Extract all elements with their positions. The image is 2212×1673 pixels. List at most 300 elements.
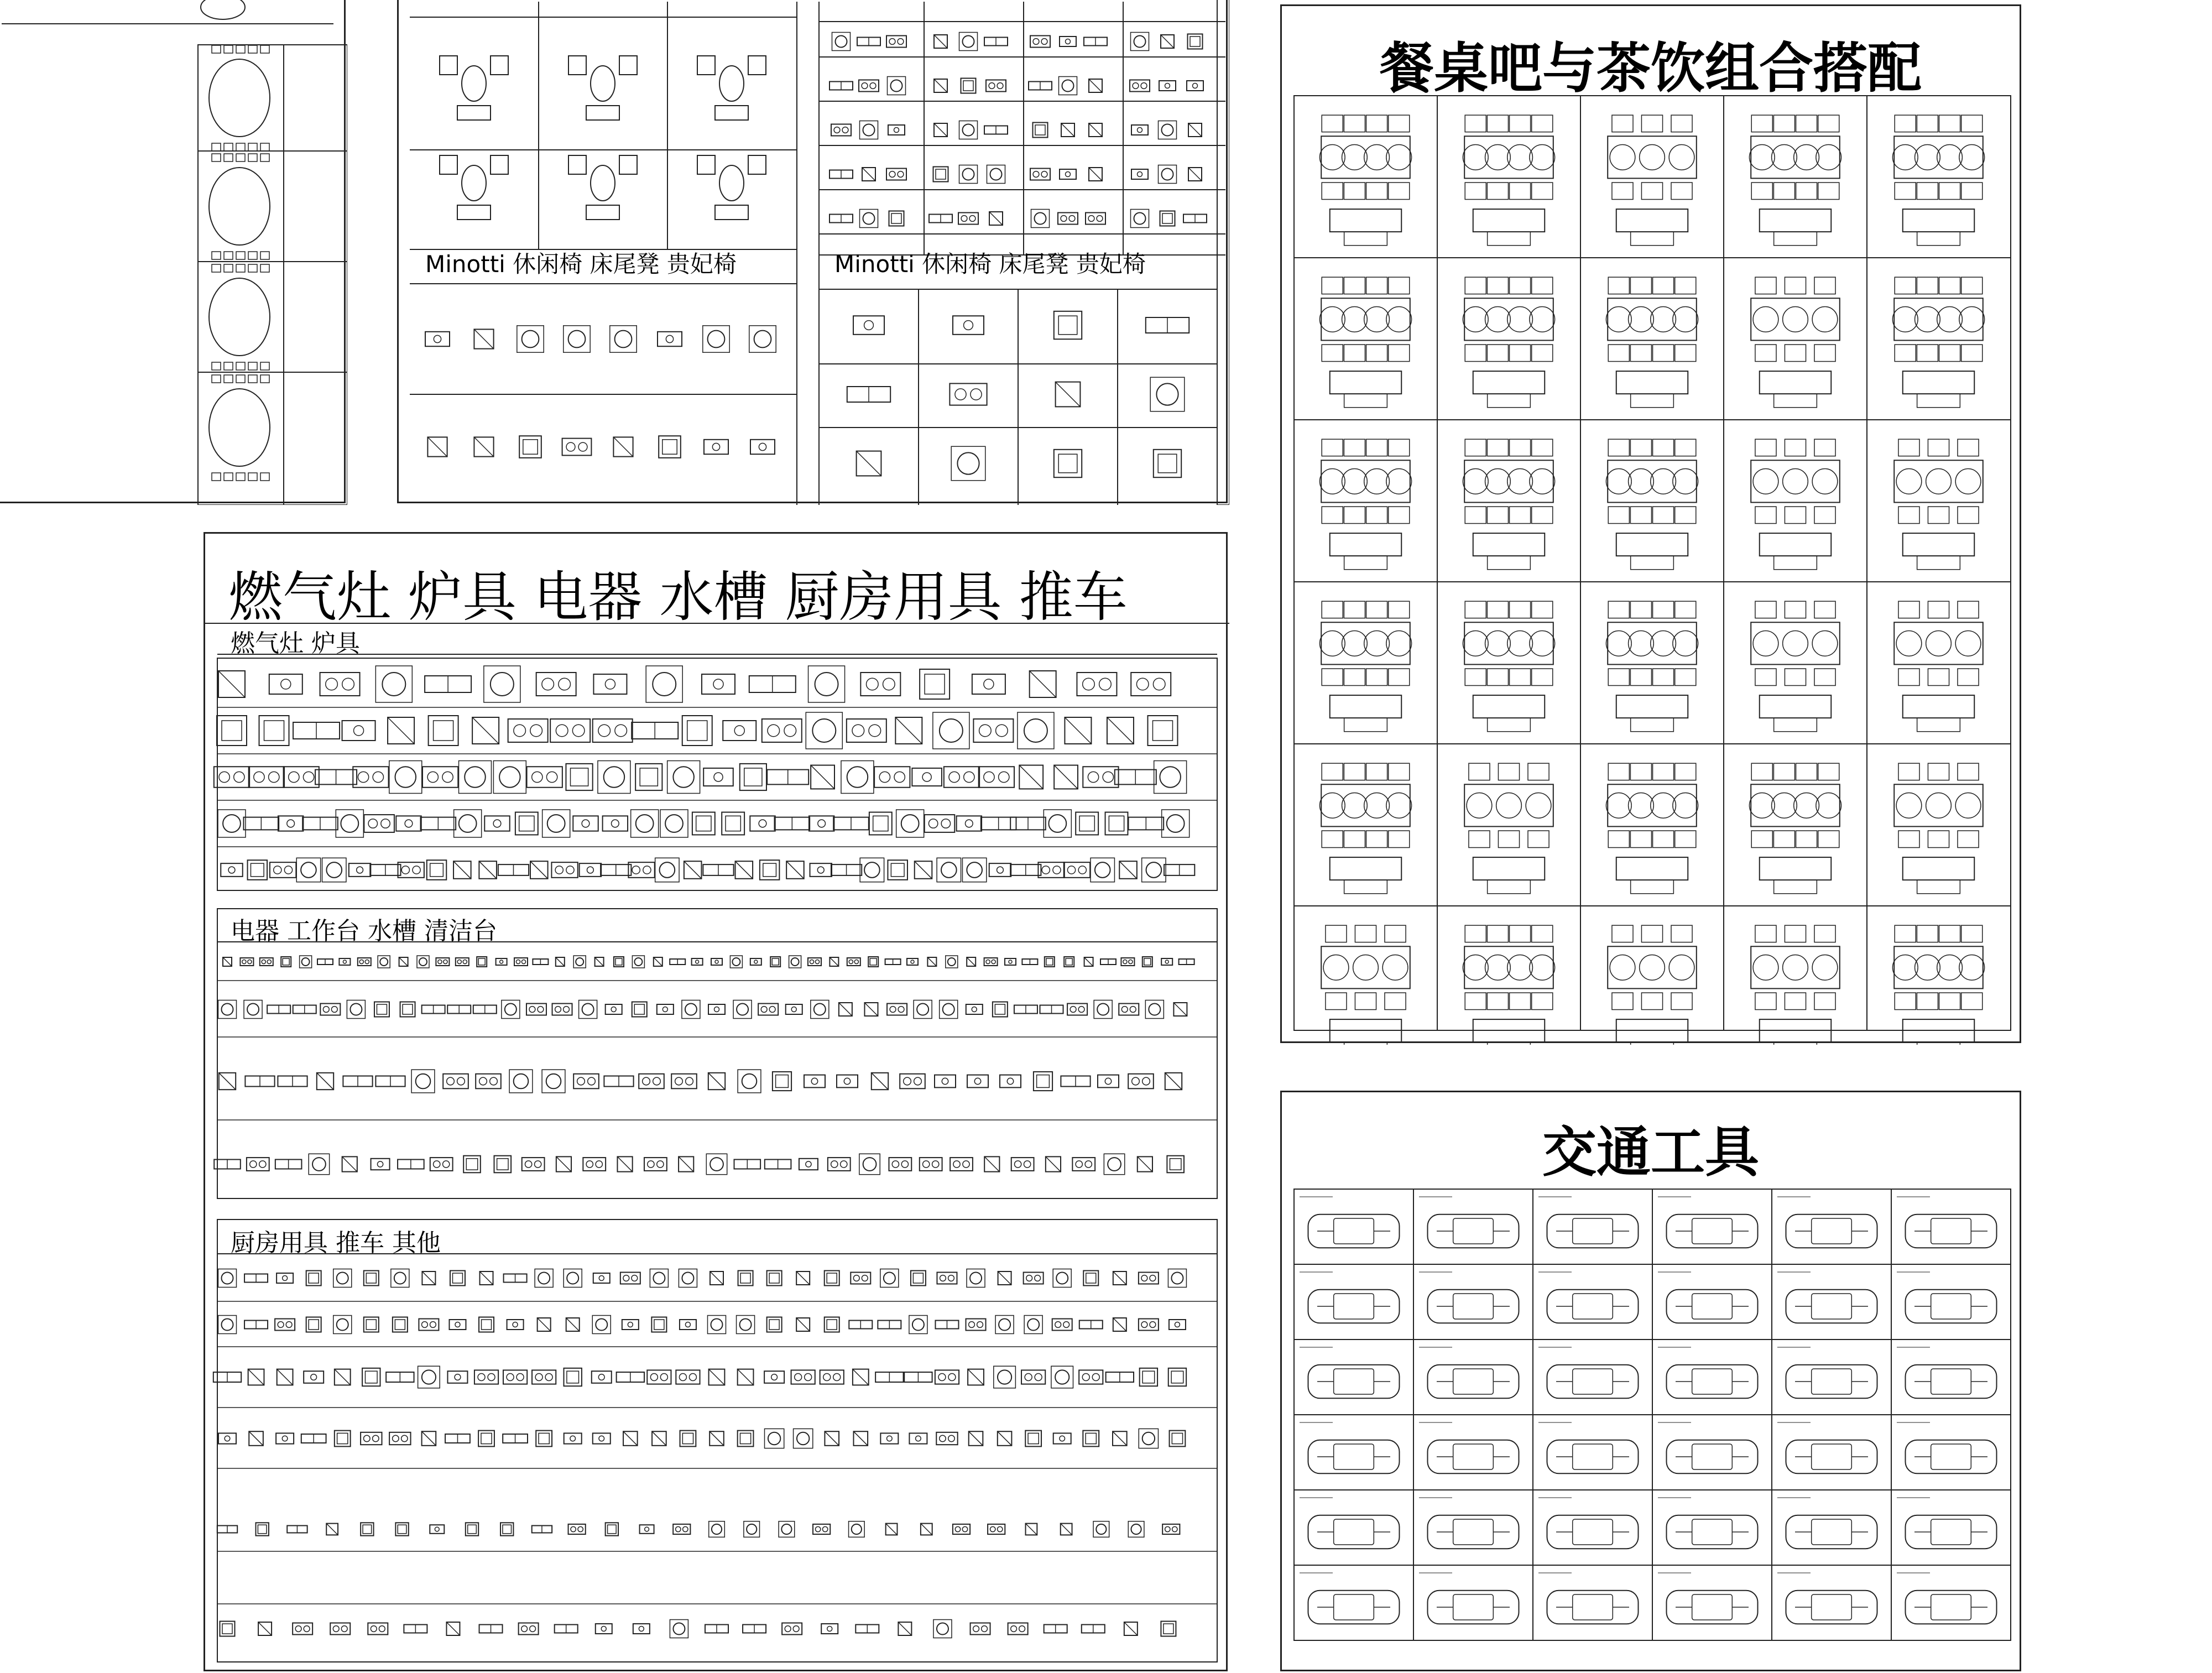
table-setting — [1342, 793, 1368, 818]
table-setting — [1496, 793, 1522, 818]
appliance-block-icon — [579, 1000, 597, 1019]
block-burner — [430, 1322, 436, 1328]
block-inner — [608, 1525, 617, 1534]
appliance-block-icon — [550, 719, 590, 742]
block-knob — [343, 960, 346, 963]
dining-set-icon — [1751, 601, 1840, 732]
chair — [1322, 763, 1343, 780]
block-burner — [928, 819, 937, 828]
block-body — [429, 716, 458, 746]
block-burner — [507, 1374, 514, 1381]
block-body — [1154, 450, 1181, 477]
chair — [1389, 439, 1410, 456]
dining-set-icon — [1751, 277, 1840, 408]
block-knob — [966, 820, 973, 827]
appliance-block-icon — [494, 1156, 512, 1173]
vehicle-block-icon — [1308, 1440, 1400, 1474]
block-burner — [1103, 772, 1113, 782]
block-body — [425, 332, 450, 346]
block-knob — [894, 128, 899, 133]
car-roof — [1453, 1444, 1494, 1469]
appliance-block-icon — [427, 860, 447, 880]
appliance-block-icon — [872, 1073, 888, 1090]
appliance-block-icon — [660, 810, 688, 837]
appliance-block-icon — [500, 1523, 513, 1535]
appliance-block-icon — [708, 1004, 725, 1014]
table-setting — [1959, 306, 1985, 332]
appliance-block-icon — [860, 858, 884, 882]
block-line — [223, 957, 232, 966]
block-burner — [784, 725, 796, 737]
chair — [1389, 277, 1410, 294]
bar-stools — [1631, 880, 1674, 894]
block-body — [682, 1273, 693, 1284]
chair — [1322, 183, 1343, 199]
chair — [1818, 115, 1839, 132]
block-body — [342, 721, 375, 741]
appliance-block-icon — [598, 761, 630, 794]
block-line — [317, 1073, 333, 1090]
block-line — [853, 1431, 868, 1446]
block-body — [1027, 1319, 1039, 1331]
appliance-block-icon — [479, 1625, 503, 1633]
block-burner — [689, 1374, 696, 1381]
appliance-block-icon — [218, 1000, 237, 1019]
block-body — [912, 768, 942, 786]
block-line — [623, 1431, 638, 1446]
chair — [1796, 831, 1817, 847]
chair — [1389, 115, 1410, 132]
furniture-block-icon — [474, 437, 493, 456]
table-setting — [1386, 468, 1412, 494]
chair — [1608, 601, 1629, 618]
block-body — [750, 440, 775, 454]
bar-counter — [1760, 371, 1832, 394]
table-top — [1608, 784, 1697, 826]
block-burner — [1061, 216, 1067, 222]
block-burner — [393, 1435, 399, 1442]
appliance-block-icon — [887, 1004, 907, 1015]
block-burner — [1041, 171, 1047, 178]
block-burner — [379, 1626, 385, 1632]
furniture-block-icon — [934, 79, 947, 92]
appliance-block-icon — [317, 1073, 333, 1090]
block-knob — [712, 443, 719, 450]
table-top — [1464, 622, 1553, 664]
block-inner — [827, 1320, 837, 1330]
appliance-block-icon — [1000, 1075, 1021, 1088]
block-body — [809, 816, 834, 831]
table-setting — [1610, 144, 1635, 170]
chair — [1322, 507, 1343, 523]
block-frame — [411, 1070, 435, 1093]
table-top — [1321, 136, 1410, 178]
appliance-block-icon — [920, 1158, 942, 1171]
appliance-block-icon — [813, 1524, 830, 1534]
block-inner — [963, 81, 973, 91]
block-inner — [377, 1004, 387, 1014]
block-knob — [283, 1276, 288, 1281]
block-burner — [834, 127, 840, 133]
chair — [1675, 345, 1696, 361]
appliance-block-icon — [596, 1624, 612, 1634]
block-line — [530, 861, 548, 879]
appliance-block-icon — [1005, 958, 1016, 965]
table — [201, 0, 245, 19]
chair — [1653, 831, 1674, 847]
block-line — [388, 717, 414, 744]
block-line — [342, 1156, 357, 1171]
chair — [1510, 115, 1531, 132]
block-frame — [1145, 1000, 1164, 1019]
block-knob — [1105, 1078, 1111, 1084]
block-burner — [478, 1374, 485, 1381]
vehicle-block-icon — [1308, 1215, 1400, 1248]
appliance-block-icon — [503, 1434, 528, 1443]
chair — [260, 473, 269, 481]
dining-drawings — [1282, 6, 2023, 1045]
armchair — [748, 155, 766, 174]
block-burner — [892, 1161, 899, 1168]
kitchen-section-utensils: 厨房用具 推车 其他 — [231, 1229, 441, 1257]
table-top — [1894, 784, 1983, 826]
block-burner — [284, 866, 292, 874]
block-body — [1134, 213, 1146, 225]
block-knob — [639, 1627, 644, 1632]
appliance-block-icon — [270, 862, 296, 878]
bar-stools — [1488, 1042, 1531, 1045]
block-body — [737, 1004, 748, 1015]
block-knob — [311, 1374, 317, 1380]
table-setting — [1669, 955, 1694, 980]
block-body — [941, 862, 957, 878]
appliance-block-icon — [1167, 1156, 1184, 1173]
block-frame — [860, 858, 884, 882]
appliance-block-icon — [1022, 959, 1037, 965]
block-burner — [1024, 1161, 1031, 1168]
appliance-block-icon — [680, 1320, 696, 1330]
block-burner — [530, 1626, 536, 1632]
appliance-block-icon — [831, 864, 862, 875]
block-burner — [889, 39, 895, 45]
appliance-block-icon — [583, 1158, 606, 1171]
furniture-block-icon — [1131, 210, 1149, 228]
appliance-block-icon — [984, 958, 998, 966]
block-inner — [913, 1273, 923, 1283]
bar-counter — [1473, 857, 1545, 880]
appliance-block-icon — [786, 1004, 802, 1014]
chair — [1917, 925, 1938, 942]
appliance-block-icon — [267, 1005, 290, 1014]
bar-stools — [1917, 556, 1960, 570]
block-burner — [219, 772, 229, 782]
appliance-block-icon — [702, 674, 735, 694]
block-body — [1096, 1524, 1106, 1534]
vehicle-block-icon — [1547, 1515, 1639, 1549]
table-setting — [1526, 793, 1551, 818]
chair — [1510, 925, 1531, 942]
appliance-block-icon — [1077, 673, 1117, 696]
table-setting — [1507, 144, 1533, 170]
block-frame — [322, 858, 346, 882]
block-body — [821, 1624, 838, 1634]
appliance-block-icon — [631, 810, 659, 837]
appliance-block-icon — [535, 1269, 553, 1288]
appliance-block-icon — [1124, 1622, 1138, 1635]
block-line — [927, 957, 936, 966]
appliance-block-icon — [364, 1317, 379, 1332]
bar-stools — [1344, 556, 1387, 570]
vehicle-block-icon — [1428, 1515, 1519, 1549]
chair — [1898, 439, 1919, 456]
chair — [1928, 763, 1949, 780]
chair — [1755, 925, 1776, 942]
chair — [1928, 831, 1949, 847]
block-burner — [810, 960, 813, 963]
block-body — [505, 1004, 517, 1015]
block-body — [459, 815, 477, 832]
block-body — [732, 958, 740, 966]
furniture-block-icon — [1089, 168, 1102, 181]
appliance-block-icon — [538, 1318, 551, 1331]
chair — [1385, 993, 1406, 1009]
table-setting — [1892, 955, 1918, 980]
block-burner — [953, 1161, 960, 1168]
appliance-block-icon — [651, 1317, 666, 1332]
appliance-block-icon — [1072, 1158, 1095, 1171]
block-burner — [1141, 1322, 1147, 1328]
vehicle-block-icon — [1906, 1215, 1997, 1248]
block-line — [446, 1622, 460, 1635]
appliance-block-icon — [1113, 1431, 1127, 1446]
appliance-block-icon — [853, 1369, 869, 1385]
appliance-block-icon — [404, 1625, 427, 1633]
table-top — [1464, 136, 1553, 178]
appliance-block-icon — [1147, 716, 1177, 746]
chair — [1939, 277, 1960, 294]
chair — [1487, 507, 1508, 523]
lounge-set-icon — [568, 56, 637, 120]
appliance-block-icon — [944, 767, 979, 788]
block-burner — [1141, 83, 1147, 89]
block-inner — [1066, 958, 1072, 965]
block-knob — [827, 1627, 832, 1632]
appliance-block-icon — [921, 1524, 932, 1535]
table-setting — [1319, 793, 1345, 818]
block-knob — [228, 867, 235, 873]
block-burner — [676, 1526, 681, 1531]
block-burner — [948, 1374, 956, 1381]
chair — [1366, 183, 1387, 199]
appliance-block-icon — [855, 1625, 879, 1633]
block-frame — [1044, 810, 1071, 837]
appliance-block-icon — [221, 863, 242, 877]
block-knob — [1066, 172, 1071, 177]
appliance-block-icon — [667, 761, 700, 794]
block-burner — [623, 1275, 629, 1281]
table-setting — [1915, 955, 1940, 980]
furniture-block-icon — [427, 437, 447, 456]
block-frame — [542, 1070, 565, 1093]
furniture-block-icon — [951, 446, 985, 481]
table-setting — [1606, 306, 1631, 332]
chair — [260, 143, 269, 151]
bar-counter — [1903, 695, 1975, 718]
appliance-block-icon — [628, 862, 654, 878]
block-knob — [1165, 84, 1170, 88]
appliance-block-icon — [684, 861, 702, 879]
appliance-block-icon — [566, 764, 592, 790]
appliance-block-icon — [933, 712, 969, 749]
appliance-block-icon — [422, 1005, 445, 1014]
table-top — [1751, 784, 1840, 826]
block-body — [1056, 1273, 1068, 1284]
block-knob — [570, 1436, 576, 1441]
block-burner — [341, 1626, 347, 1632]
block-body — [948, 958, 956, 966]
appliance-block-icon — [388, 717, 414, 744]
chair — [1773, 763, 1794, 780]
block-inner — [740, 1273, 750, 1283]
appliance-block-icon — [617, 1156, 632, 1171]
block-body — [395, 767, 416, 788]
appliance-block-icon — [601, 864, 631, 875]
block-body — [1161, 958, 1172, 965]
coffee-table — [462, 165, 486, 201]
appliance-block-icon — [304, 1371, 324, 1383]
block-body — [791, 958, 799, 966]
block-body — [750, 958, 761, 965]
appliance-block-icon — [1154, 761, 1187, 794]
block-knob — [887, 1436, 893, 1441]
chair — [1961, 115, 1983, 132]
block-body — [394, 1273, 406, 1284]
appliance-block-icon — [248, 1369, 264, 1385]
appliance-block-icon — [389, 1432, 410, 1445]
table-setting — [1772, 144, 1797, 170]
appliance-block-icon — [804, 1075, 825, 1088]
table-setting — [1463, 630, 1488, 656]
appliance-block-icon — [245, 1076, 274, 1087]
block-frame — [765, 1429, 784, 1448]
coffee-table — [591, 165, 615, 201]
appliance-block-icon — [1010, 864, 1041, 875]
appliance-block-icon — [640, 1525, 654, 1534]
appliance-block-icon — [478, 1431, 494, 1447]
dining-set-icon — [1892, 115, 1984, 246]
furniture-block-icon — [958, 213, 978, 225]
block-body — [538, 1273, 550, 1284]
bar-counter — [1760, 695, 1832, 718]
appliance-block-icon — [1044, 810, 1071, 837]
block-knob — [972, 1007, 977, 1012]
block-line — [934, 35, 947, 48]
chair — [248, 264, 257, 272]
table-top — [1894, 622, 1983, 664]
block-body — [685, 1004, 697, 1015]
block-body — [636, 815, 654, 832]
chair — [1961, 993, 1983, 1009]
block-knob — [513, 1322, 518, 1327]
block-line — [1046, 1156, 1061, 1171]
block-frame — [1168, 1269, 1186, 1288]
appliance-block-icon — [1082, 1625, 1105, 1633]
block-burner — [1092, 1374, 1099, 1381]
chair — [1389, 669, 1410, 685]
appliance-block-icon — [593, 1273, 610, 1283]
block-frame — [646, 666, 682, 702]
chair — [1928, 601, 1949, 618]
block-frame — [749, 326, 776, 352]
furniture-block-icon — [1089, 79, 1102, 92]
chair — [248, 143, 257, 151]
chair — [1487, 115, 1508, 132]
appliance-block-icon — [219, 1073, 236, 1090]
block-frame — [880, 1269, 899, 1288]
appliance-block-icon — [330, 1623, 350, 1635]
block-line — [1107, 717, 1134, 744]
furniture-block-icon — [1084, 38, 1107, 46]
armchair — [619, 56, 637, 75]
chair — [1917, 993, 1938, 1009]
appliance-block-icon — [1168, 1368, 1186, 1386]
bar-stools — [1917, 880, 1960, 894]
chair — [1814, 601, 1835, 618]
block-line — [1061, 123, 1074, 137]
block-frame — [860, 121, 878, 139]
appliance-block-icon — [479, 861, 497, 879]
furniture-block-icon — [860, 121, 878, 139]
block-frame — [896, 810, 924, 837]
block-inner — [1079, 816, 1094, 831]
chair — [1818, 763, 1839, 780]
block-frame — [347, 1000, 365, 1019]
chair — [1510, 439, 1531, 456]
appliance-block-icon — [940, 1000, 958, 1019]
block-burner — [1035, 1275, 1041, 1281]
appliance-block-icon — [275, 1160, 302, 1169]
block-burner — [530, 725, 542, 737]
table-setting — [1319, 144, 1345, 170]
block-frame — [1053, 1269, 1071, 1288]
chair — [248, 362, 257, 370]
chair — [236, 375, 245, 383]
chair — [1630, 439, 1651, 456]
appliance-block-icon — [650, 1269, 668, 1288]
appliance-block-icon — [1052, 1319, 1072, 1331]
block-inner — [776, 1075, 789, 1088]
appliance-block-icon — [281, 957, 291, 967]
appliance-block-icon — [957, 816, 982, 831]
block-frame — [333, 1269, 352, 1288]
appliance-block-icon — [342, 721, 375, 741]
chair — [224, 264, 233, 272]
chair — [248, 154, 257, 161]
chair — [1773, 183, 1794, 199]
block-burner — [564, 1007, 570, 1013]
table-setting — [1463, 144, 1488, 170]
block-burner — [1069, 216, 1075, 222]
appliance-block-icon — [391, 1269, 409, 1288]
block-inner — [468, 1525, 477, 1534]
block-knob — [582, 820, 589, 827]
armchair — [568, 155, 586, 174]
appliance-block-icon — [1128, 1074, 1154, 1089]
table-setting — [1749, 793, 1775, 818]
sofa — [715, 205, 748, 220]
appliance-block-icon — [743, 1625, 766, 1633]
block-burner — [815, 960, 819, 963]
